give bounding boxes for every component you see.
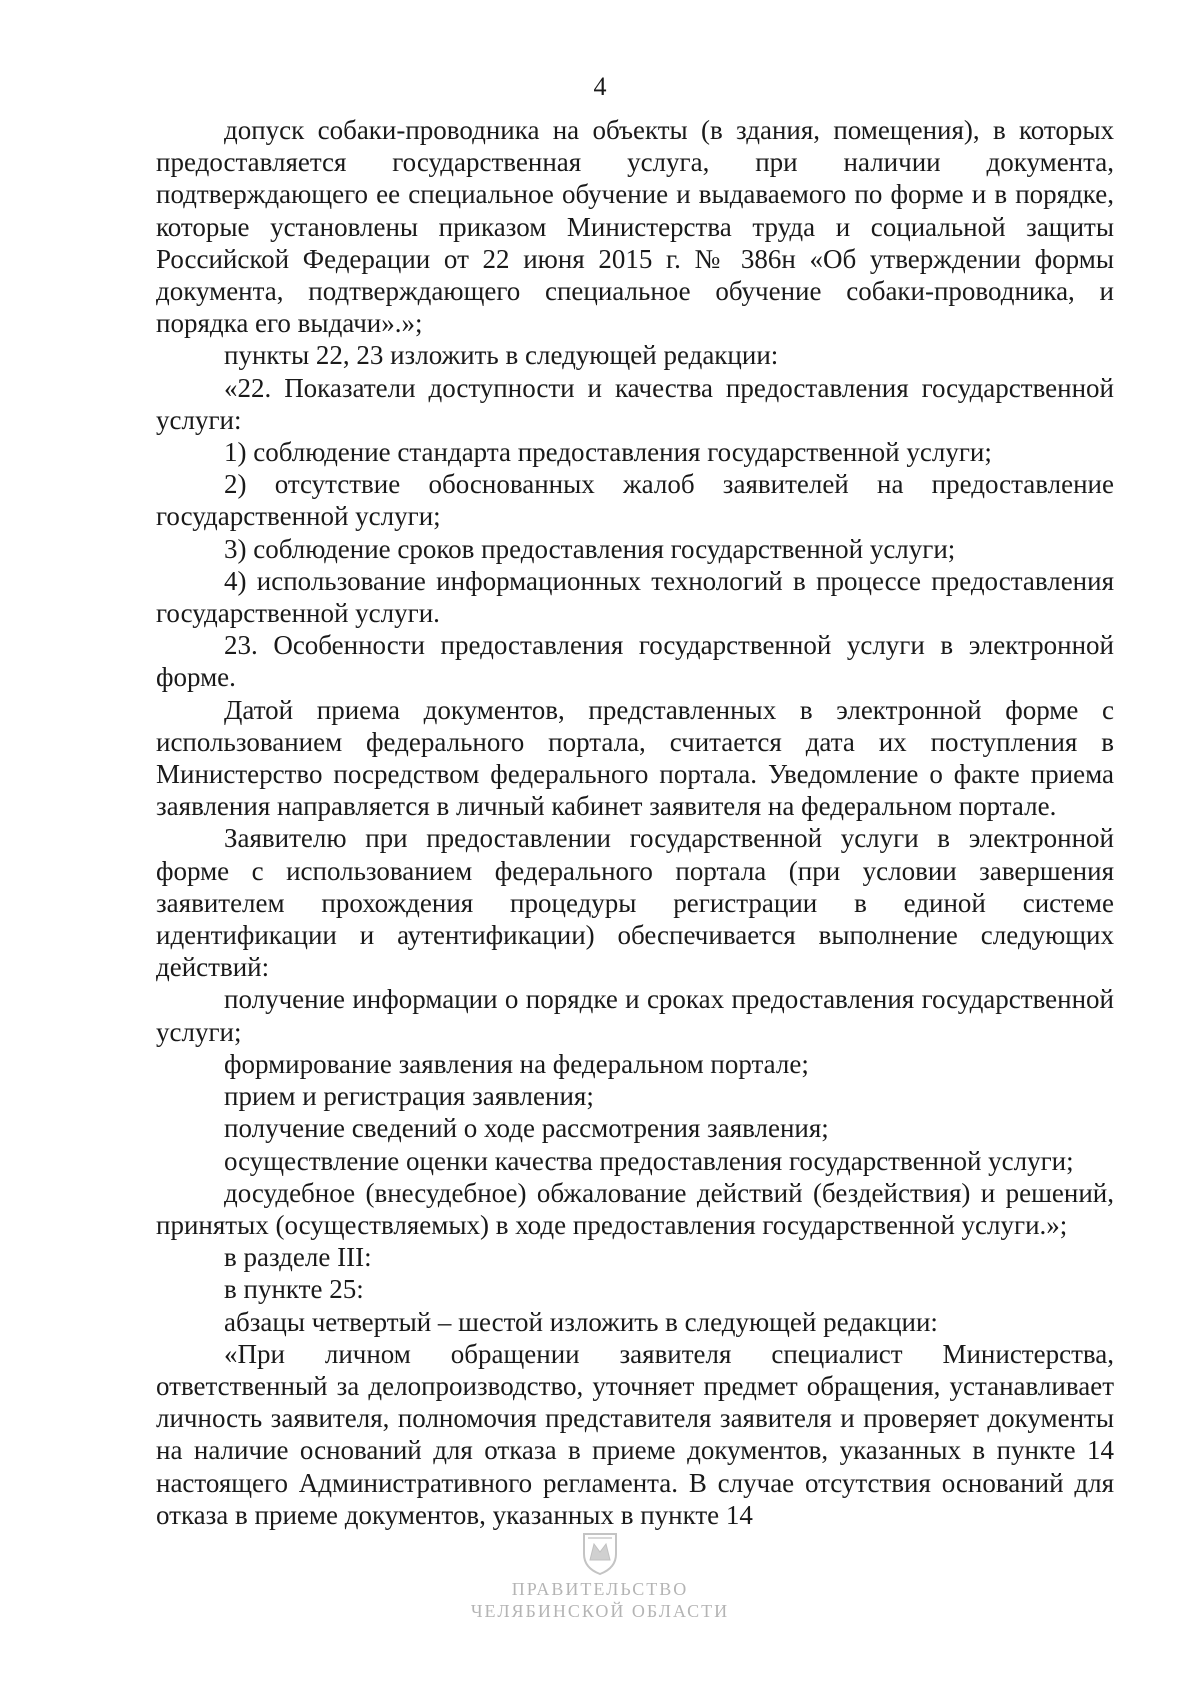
watermark-line-2: ЧЕЛЯБИНСКОЙ ОБЛАСТИ bbox=[470, 1601, 730, 1621]
paragraph: 3) соблюдение сроков предоставления государственной услуги; bbox=[224, 533, 956, 564]
paragraph: «22. Показатели доступности и качества предоставления государственной услуги: bbox=[156, 372, 1114, 435]
paragraph: абзацы четвертый – шестой изложить в следующей редакции: bbox=[224, 1306, 938, 1337]
paragraph: осуществление оценки качества предоставления государственной услуги; bbox=[224, 1145, 1074, 1176]
paragraph: 23. Особенности предоставления государственной услуги в электронной форме. bbox=[156, 630, 1114, 693]
paragraph: 2) отсутствие обоснованных жалоб заявителей на предоставление государственной услуги; bbox=[156, 469, 1114, 532]
page-number: 4 bbox=[593, 72, 607, 101]
paragraph: получение информации о порядке и сроках предоставления государственной услуги; bbox=[156, 984, 1114, 1047]
paragraph: досудебное (внесудебное) обжалование действий (бездействия) и решений, принятых (осуществляемых) в ходе предоставления государственной услуги.»; bbox=[156, 1177, 1114, 1240]
coat-of-arms-icon bbox=[580, 1530, 620, 1576]
watermark-line-1: ПРАВИТЕЛЬСТВО bbox=[511, 1579, 689, 1599]
paragraph: 4) использование информационных технологий в процессе предоставления государственной услуги. bbox=[156, 565, 1114, 629]
paragraph: пункты 22, 23 изложить в следующей редакции: bbox=[224, 340, 779, 371]
government-watermark bbox=[0, 1530, 1200, 1622]
paragraph: допуск собаки-проводника на объекты (в здания, помещения), в которых предоставляется государственная услуга, при наличии документа, подтверждающего ее специальное обучение и выдаваемого по форме и в порядке, которые установлены приказом Министерства труда и социальной защиты Российской Федерации от 22 июня 2015 г. № 386н «Об утверждении формы документа, подтверждающего специальное обучение собаки-проводника, и порядка его выдачи».»; bbox=[156, 115, 1114, 339]
paragraph: Датой приема документов, представленных в электронной форме с использованием федерального портала, считается дата их поступления в Министерство посредством федерального портала. Уведомление о факте приема заявления направляется в личный кабинет заявителя на федеральном портале. bbox=[156, 694, 1114, 822]
paragraph: 1) соблюдение стандарта предоставления государственной услуги; bbox=[224, 437, 992, 468]
paragraph: формирование заявления на федеральном портале; bbox=[224, 1048, 809, 1079]
paragraph: в разделе III: bbox=[224, 1242, 372, 1273]
paragraph: Заявителю при предоставлении государственной услуги в электронной форме с использованием федерального портала (при условии завершения заявителем прохождения процедуры регистрации в единой системе идентификации и аутентификации) обеспечивается выполнение следующих действий: bbox=[156, 823, 1114, 983]
paragraph: получение сведений о ходе рассмотрения заявления; bbox=[224, 1113, 829, 1144]
paragraph: «При личном обращении заявителя специалист Министерства, ответственный за делопроизводство, уточняет предмет обращения, устанавливает личность заявителя, полномочия представителя заявителя и проверяет документы на наличие оснований для отказа в приеме документов, указанных в пункте 14 настоящего Административного регламента. В случае отсутствия оснований для отказа в приеме документов, указанных в пункте 14 bbox=[156, 1338, 1114, 1530]
paragraph: в пункте 25: bbox=[224, 1274, 364, 1305]
document-body bbox=[156, 114, 1114, 1531]
paragraph: прием и регистрация заявления; bbox=[224, 1081, 594, 1112]
